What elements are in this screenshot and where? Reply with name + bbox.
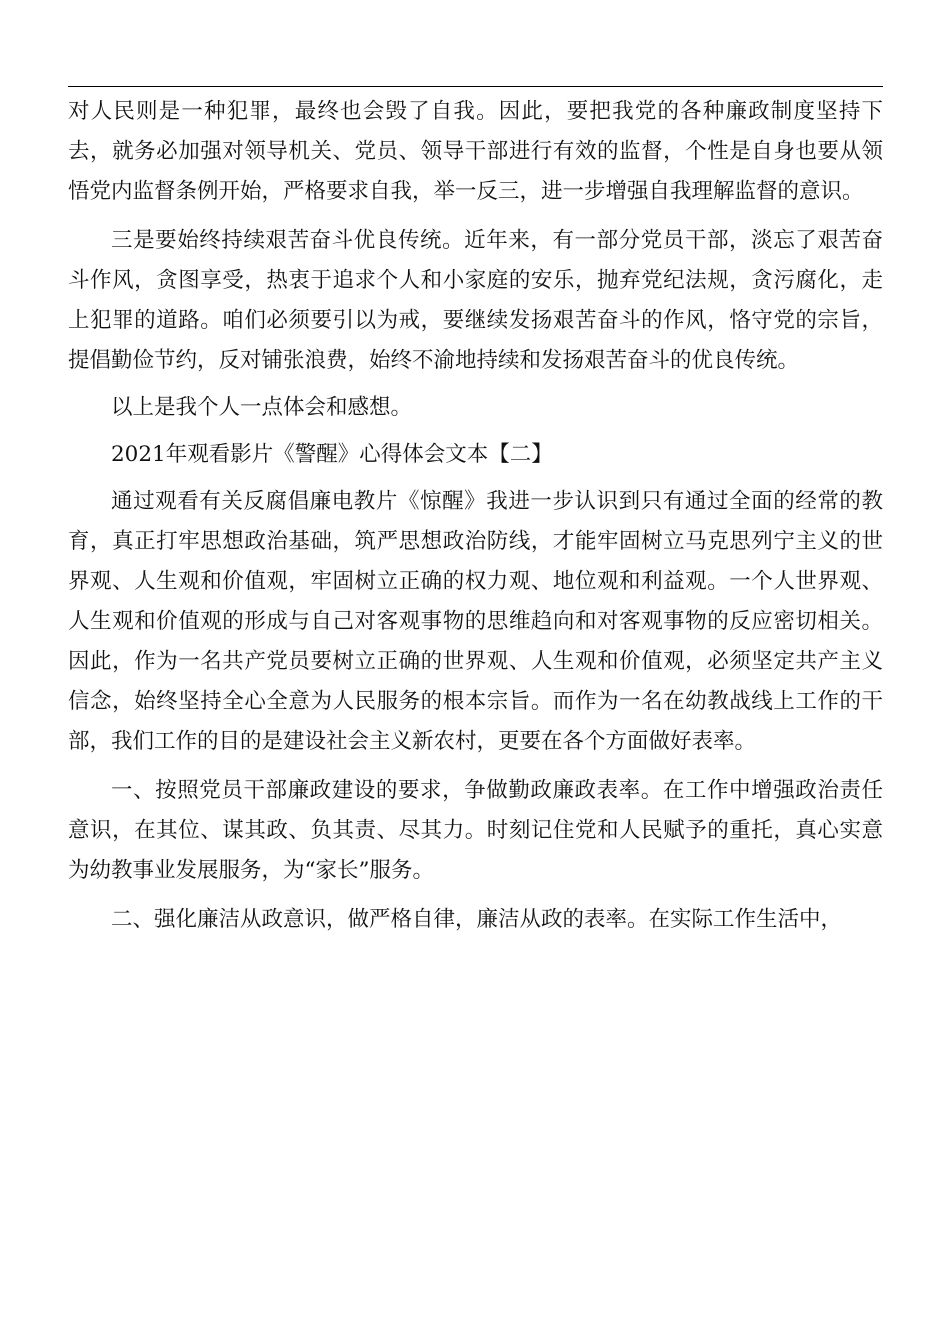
paragraph-intro: 通过观看有关反腐倡廉电教片《惊醒》我进一步认识到只有通过全面的经常的教育，真正打牢思想政治基础，筑严思想政治防线，才能牢固树立马克思列宁主义的世界观、人生观和价值观，牢固树立正确的权力观、地位观和利益观。一个人世界观、人生观和价值观的形成与自己对客观事物的思维趋向和对客观事物的反应密切相关。因此，作为一名共产党员要树立正确的世界观、人生观和价值观，必须坚定共产主义信念，始终坚持全心全意为人民服务的根本宗旨。而作为一名在幼教战线上工作的干部，我们工作的目的是建设社会主义新农村，更要在各个方面做好表率。 <box>68 489 883 754</box>
paragraph-closing: 以上是我个人一点体会和感想。 <box>111 395 413 420</box>
header-rule <box>68 86 883 87</box>
paragraph-point-one: 一、按照党员干部廉政建设的要求，争做勤政廉政表率。在工作中增强政治责任意识，在其位、谋其政、负其责、尽其力。时刻记住党和人民赋予的重托，真心实意为幼教事业发展服务，为“家长”服务。 <box>68 778 883 883</box>
document-page <box>68 0 883 1344</box>
paragraph-continuation: 对人民则是一种犯罪，最终也会毁了自我。因此，要把我党的各种廉政制度坚持下去，就务必加强对领导机关、党员、领导干部进行有效的监督，个性是自身也要从领悟党内监督条例开始，严格要求自我，举一反三，进一步增强自我理解监督的意识。 <box>68 99 883 204</box>
section-heading: 2021年观看影片《警醒》心得体会文本【二】 <box>111 442 553 467</box>
document-body <box>68 92 883 940</box>
paragraph-point-two: 二、强化廉洁从政意识，做严格自律，廉洁从政的表率。在实际工作生活中， <box>111 907 843 932</box>
paragraph-point-three: 三是要始终持续艰苦奋斗优良传统。近年来，有一部分党员干部，淡忘了艰苦奋斗作风，贪图享受，热衷于追求个人和小家庭的安乐，抛弃党纪法规，贪污腐化，走上犯罪的道路。咱们必须要引以为戒，要继续发扬艰苦奋斗的作风，恪守党的宗旨，提倡勤俭节约，反对铺张浪费，始终不渝地持续和发扬艰苦奋斗的优良传统。 <box>68 228 883 373</box>
